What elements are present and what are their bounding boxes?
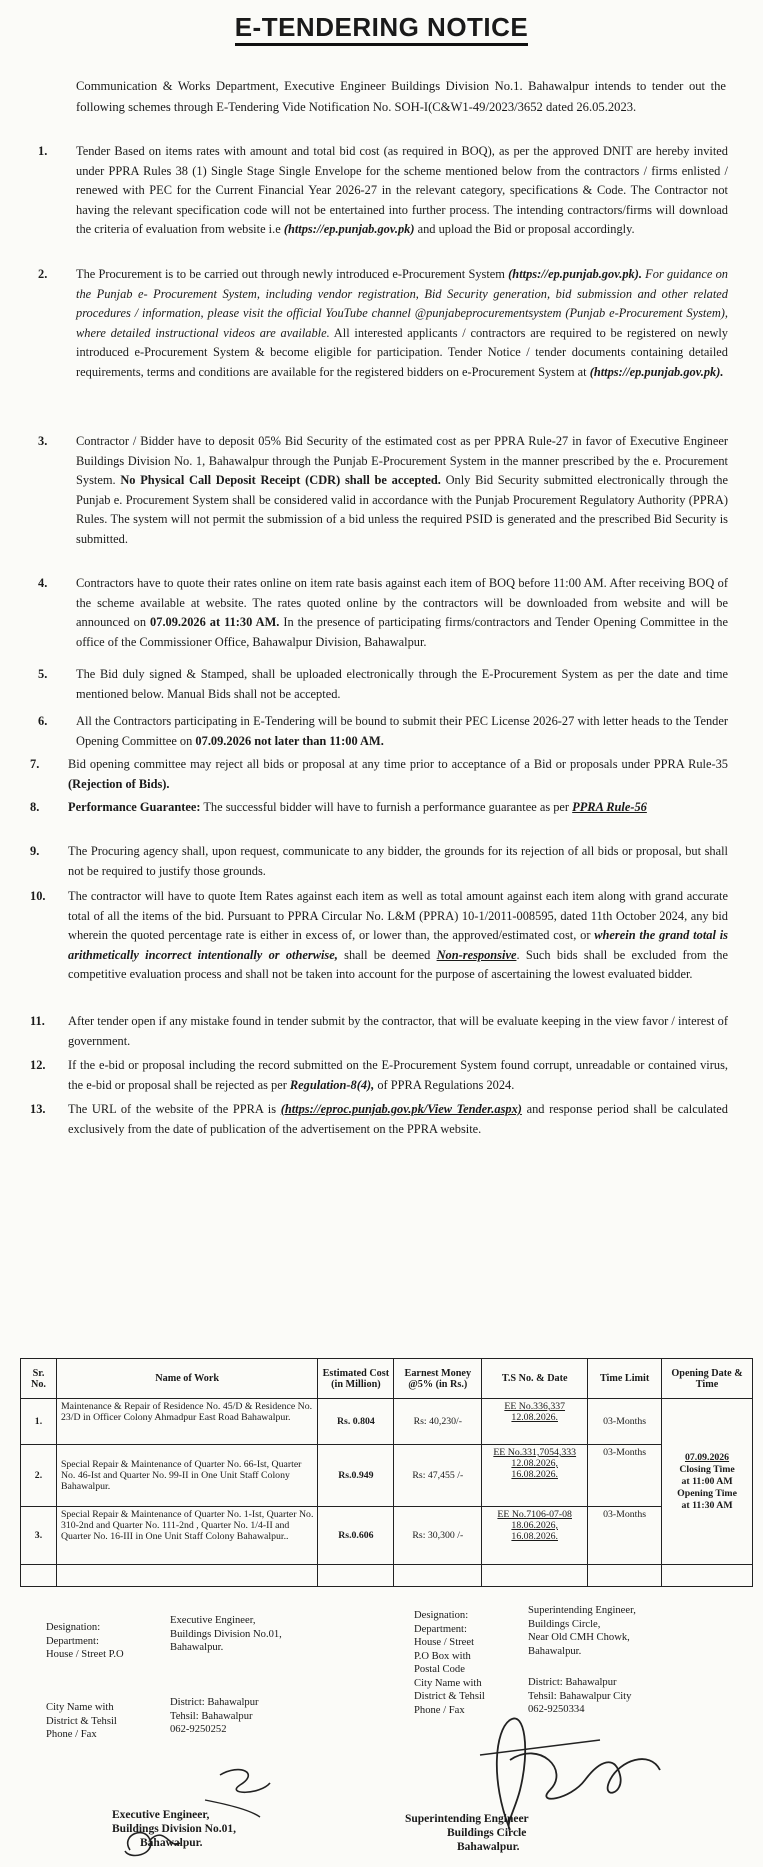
ts-cell: EE No.331,7054,333 12.08.2026, 16.08.2026. — [482, 1445, 588, 1507]
cost-cell: Rs. 0.804 — [318, 1399, 394, 1445]
clause-3: 3. Contractor / Bidder have to deposit 05% Bid Security of the estimated cost as per PPRA Rule-27 in favor of Executive Engineer Buildings Division No. 1, Bahawalpur through the Punjab E-Procurement System in the manner prescribed by the e. Procurement System. No Physical Call Deposit Receipt (CDR) shall be accepted. Only Bid Security submitted electronically through the Punjab e. Procurement System shall be considered valid in accordance with the Punjab Procurement Regulatory Authority (PPRA) Rules. The system will not permit the submission of a bid unless the required PSID is generated and the prescribed Bid Security is submitted. — [38, 434, 729, 546]
right-city-values: District: Bahawalpur Tehsil: Bahawalpur City 062-9250334 — [528, 1677, 632, 1715]
earnest-cell: Rs: 40,230/- — [394, 1399, 482, 1445]
intro-paragraph: Communication & Works Department, Executive Engineer Buildings Division No.1. Bahawalpur intends to tender out the following schemes through E-Tendering Vide Notification No. SOH-I(C&W1-49/2023/3652 dated 26.05.2023. — [76, 79, 726, 114]
col-header-sr: Sr. No. — [21, 1359, 57, 1399]
clause-4: 4. Contractors have to quote their rates online on item rate basis against each item of BOQ before 11:00 AM. After receiving BOQ of the scheme available at website. The rates quoted online by the contractors will be downloaded from website and will be announced on 07.09.2026 at 11:30 AM. In the presence of participating firms/contractors and Tender Opening Committee in the office of the Commissioner Office, Bahawalpur Division, Bahawalpur. — [38, 576, 728, 649]
sr-cell: 2. — [21, 1445, 57, 1507]
clause-11: 11. After tender open if any mistake found in tender submit by the contractor, that will be evaluate keeping in the view favor / interest of government. — [30, 1014, 728, 1048]
sr-cell: 1. — [21, 1399, 57, 1445]
sr-cell: 3. — [21, 1507, 57, 1565]
time-limit-cell: 03-Months — [588, 1399, 662, 1445]
right-contact-labels: Designation: Department: House / Street P.O Box with Postal Code City Name with District & Tehsil Phone / Fax — [414, 1610, 485, 1716]
executive-engineer-stamp: Executive Engineer, Buildings Division No.01, Bahawalpur. — [112, 1809, 236, 1849]
table-row — [21, 1399, 753, 1445]
work-cell: Maintenance & Repair of Residence No. 45/D & Residence No. 23/D in Officer Colony Ahmadpur East Road Bahawalpur. — [56, 1399, 317, 1445]
earnest-cell: Rs: 30,300 /- — [394, 1507, 482, 1565]
clause-13: 13. The URL of the website of the PPRA is (https://eproc.punjab.gov.pk/View Tender.aspx) and response period shall be calculated exclusively from the date of publication of the advertisement on the PPRA website. — [30, 1102, 728, 1136]
table-row — [21, 1445, 753, 1507]
clause-5: 5. The Bid duly signed & Stamped, shall be uploaded electronically through the E-Procurement System as per the date and time mentioned below. Manual Bids shall not be accepted. — [38, 667, 728, 701]
col-header-cost: Estimated Cost (in Million) — [318, 1359, 394, 1399]
clause-12: 12. If the e-bid or proposal including the record submitted on the E-Procurement System found corrupt, unreadable or contained virus, the e-bid or proposal shall be rejected as per Regulation-8(4), of PPRA Regulations 2024. — [30, 1058, 728, 1092]
clause-10: 10. The contractor will have to quote Item Rates against each item as well as total amount against each item along with grand accurate total of all the items of the bid. Pursuant to PPRA Circular No. L&M (PPRA) 10-1/2011-008595, dated 11th October 2024, any bid wherein the quoted percentage rate is either in excess of, or lower than, the approved/estimated cost, or wherein the grand total is arithmetically incorrect intentionally or otherwise, shall be deemed Non-responsive. Such bids shall be excluded from the competitive evaluation process and shall not be taken into account for the purpose of ascertaining the lowest evaluated bidder. — [30, 889, 728, 981]
table-row — [21, 1507, 753, 1565]
left-city-labels: City Name with District & Tehsil Phone / Fax — [46, 1702, 117, 1740]
clause-9: 9. The Procuring agency shall, upon request, communicate to any bidder, the grounds for its rejection of all bids or proposal, but shall not be required to justify those grounds. — [30, 844, 728, 878]
left-contact-values: Executive Engineer, Buildings Division No.01, Bahawalpur. — [170, 1615, 282, 1653]
table-header-row — [21, 1359, 753, 1399]
cost-cell: Rs.0.949 — [318, 1445, 394, 1507]
superintending-engineer-stamp: Superintending Engineer Buildings Circle Bahawalpur. — [405, 1813, 529, 1853]
col-header-time: Time Limit — [588, 1359, 662, 1399]
time-limit-cell: 03-Months — [588, 1445, 662, 1507]
cost-cell: Rs.0.606 — [318, 1507, 394, 1565]
col-header-opening: Opening Date & Time — [662, 1359, 753, 1399]
right-contact-values: Superintending Engineer, Buildings Circle, Near Old CMH Chowk, Bahawalpur. — [528, 1605, 636, 1657]
clause-6: 6. All the Contractors participating in E-Tendering will be bound to submit their PEC License 2026-27 with letter heads to the Tender Opening Committee on 07.09.2026 not later than 11:00 AM. — [38, 714, 728, 748]
opening-cell: 07.09.2026 Closing Time at 11:00 AM Opening Time at 11:30 AM — [662, 1399, 753, 1565]
schemes-table — [20, 1358, 753, 1587]
notice-title: E-TENDERING NOTICE — [0, 12, 763, 43]
col-header-ts: T.S No. & Date — [482, 1359, 588, 1399]
clause-7: 7. Bid opening committee may reject all bids or proposal at any time prior to acceptance of a Bid or proposals under PPRA Rule-35 (Rejection of Bids). — [30, 757, 728, 791]
work-cell: Special Repair & Maintenance of Quarter No. 66-Ist, Quarter No. 46-Ist and Quarter No. 99-II in One Unit Staff Colony Bahawalpur. — [56, 1445, 317, 1507]
left-city-values: District: Bahawalpur Tehsil: Bahawalpur 062-9250252 — [170, 1697, 259, 1735]
left-contact-labels: Designation: Department: House / Street P.O — [46, 1622, 124, 1660]
ts-cell: EE No.336,337 12.08.2026. — [482, 1399, 588, 1445]
clause-1: 1. Tender Based on items rates with amount and total bid cost (as required in BOQ), as per the approved DNIT are hereby invited under PPRA Rules 38 (1) Single Stage Single Envelope for the scheme mentioned below from the contractors / firms enlisted / renewed with PEC for the Current Financial Year 2026-27 in the relevant category, specifications & Code. The Contractor not having the relevant specification code will not be entertained into further process. The intending contractors/firms will download the criteria of evaluation from website i.e (https://ep.punjab.gov.pk) and upload the Bid or proposal accordingly. — [38, 144, 728, 236]
table-row-empty — [21, 1565, 753, 1587]
clause-8: 8. Performance Guarantee: The successful bidder will have to furnish a performance guarantee as per PPRA Rule-56 — [30, 800, 647, 814]
col-header-work: Name of Work — [56, 1359, 317, 1399]
work-cell: Special Repair & Maintenance of Quarter No. 1-Ist, Quarter No. 310-2nd and Quarter No. 111-2nd , Quarter No. 1/4-II and Quarter No. 16-III in One Unit Staff Colony Bahawalpur.. — [56, 1507, 317, 1565]
ts-cell: EE No.7106-07-08 18.06.2026, 16.08.2026. — [482, 1507, 588, 1565]
earnest-cell: Rs: 47,455 /- — [394, 1445, 482, 1507]
clause-2: 2. The Procurement is to be carried out through newly introduced e-Procurement System (https://ep.punjab.gov.pk). For guidance on the Punjab e- Procurement System, including vendor registration, Bid Security generation, bid submission and other related procedures / information, please visit the official YouTube channel @punjabeprocurementsystem (Punjab e-Procurement System), where detailed instructional videos are available. All interested applicants / contractors are required to be registered on newly introduced e-Procurement System & become eligible for participation. Tender Notice / tender documents containing detailed requirements, terms and conditions are available for the registered bidders on e-Procurement System at (https://ep.punjab.gov.pk). — [38, 267, 728, 379]
col-header-earnest: Earnest Money @5% (in Rs.) — [394, 1359, 482, 1399]
time-limit-cell: 03-Months — [588, 1507, 662, 1565]
